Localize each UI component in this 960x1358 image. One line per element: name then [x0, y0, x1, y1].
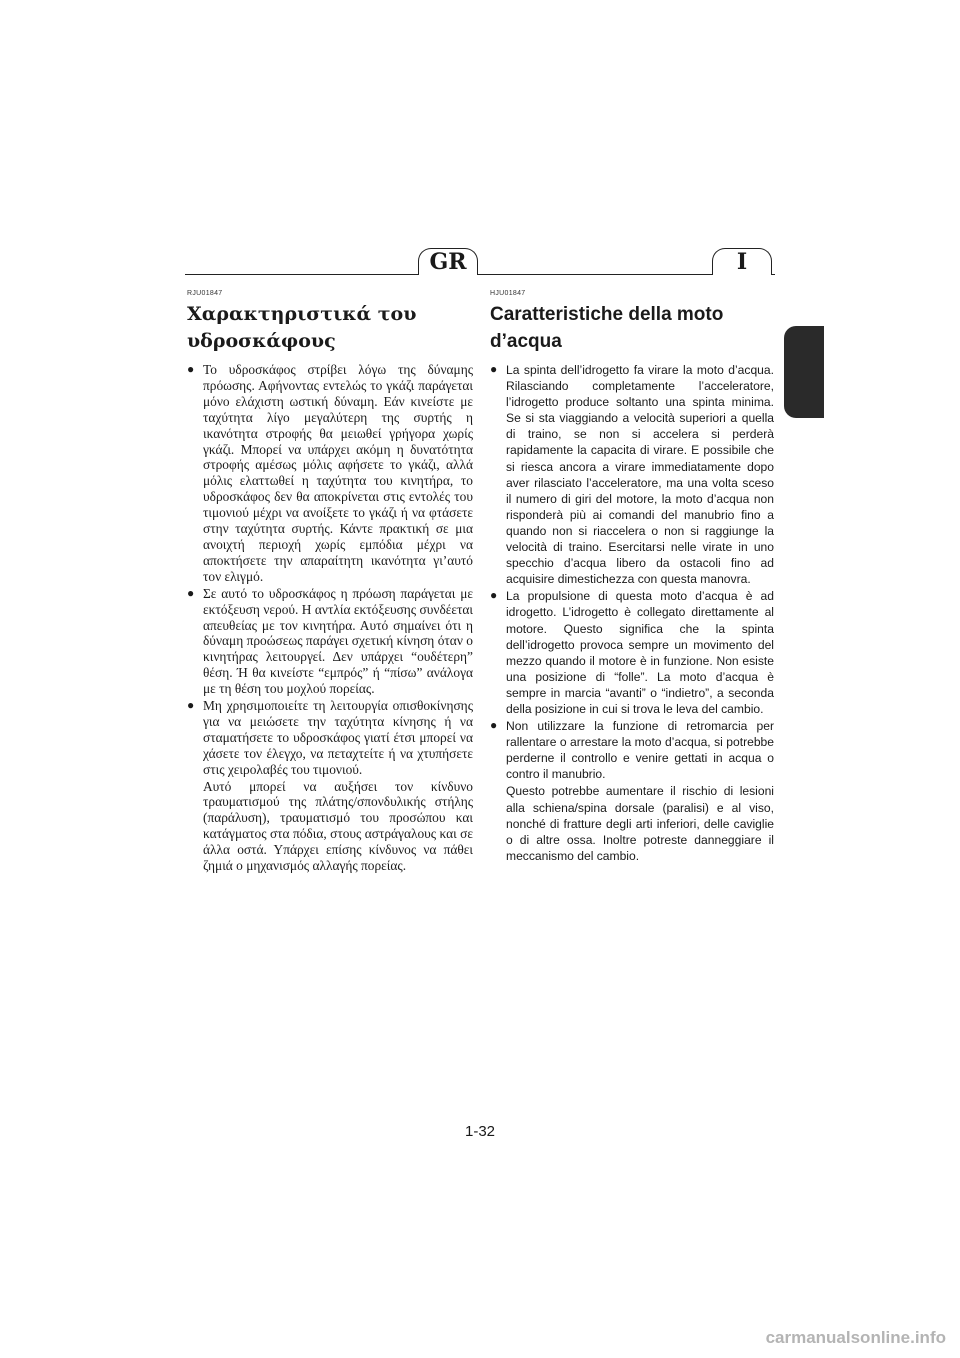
title-line-1: Caratteristiche della moto: [490, 304, 724, 325]
section-thumb-tab: [784, 326, 824, 418]
language-badge-greek: GR: [418, 248, 478, 275]
page-number: 1-32: [464, 1123, 496, 1140]
follow-paragraph: Questo potrebbe aumentare il rischio di lesioni alla schiena/spina dorsale (paralisi) e al viso, nonché di fratture degli arti inferiori, delle caviglie o di altre ossa. Inoltre potreste danneggiare il meccanismo del cambio.: [506, 784, 774, 863]
bullet-icon: ●: [490, 718, 498, 733]
bullet-text: Σε αυτό το υδροσκάφος η πρόωση παράγεται με εκτόξευση νερού. Η αντλία εκτόξευσης συνδέεται απευθείας με τον κινητήρα. Αυτό σημαίνει ότι η δύναμη προώσεως παράγει σχετική κίνηση όταν ο κινητήρας λειτουργεί. Δεν υπάρχει “ουδέτερη” θέση. Ή θα κινείστε “εμπρός” ή “πίσω” ανάλογα με τη θέση του μοχλού πορείας.: [203, 585, 473, 697]
bullet-item: [187, 362, 473, 585]
bullet-icon: ●: [490, 362, 498, 376]
bullet-item: [490, 588, 774, 717]
title-line-1: Χαρακτηριστικά του: [187, 303, 417, 325]
bullet-icon: ●: [187, 362, 195, 376]
bullet-text: La spinta dell’idrogetto fa virare la moto d’acqua. Rilasciando completamente l’acceleratore, l’idrogetto produce soltanto una spinta minima. Se si sta viaggiando a velocità superiori a quella di traino, se non si accelera si perderà rapidamente la capacita di virare. E possibile che si riesca ancora a virare immediatamente dopo aver rilasciato l’acceleratore, ma una volta sceso il numero di giri del motore, la moto d’acqua non risponderà più ai comandi del manubrio fino a quando non si riaccelera o non si raggiunge la velocità di traino. Esercitarsi nelle virate in uno specchio d’acqua libero da ostacoli fino ad acquisire dimestichezza con questa manovra.: [506, 363, 774, 587]
italian-column: [490, 290, 774, 864]
follow-paragraph: Αυτό μπορεί να αυξήσει τον κίνδυνο τραυματισμού της πλάτης/σπονδυλικής στήλης (παράλυση), τραυματισμό του προσώπου και κατάγματος στα πόδια, στους αστράγαλους και σε άλλα οστά. Υπάρχει επίσης κίνδυνος να πάθει ζημιά ο μηχανισμός αλλαγής πορείας.: [203, 778, 473, 874]
title-line-2: d’acqua: [490, 331, 562, 352]
bullet-icon: ●: [187, 585, 195, 600]
section-code: HJU01847: [490, 290, 526, 297]
bullet-item: [490, 718, 774, 782]
language-badge-italian: I: [712, 248, 772, 275]
bullet-item: [187, 586, 473, 697]
section-code: RJU01847: [187, 290, 223, 297]
title-line-2: υδροσκάφους: [187, 330, 336, 352]
bullet-item: [490, 362, 774, 587]
bullet-item: [187, 698, 473, 778]
greek-column: [187, 290, 473, 874]
bullet-text: La propulsione di questa moto d’acqua è ad idrogetto. L’idrogetto è collegato direttamente al motore. Questo significa che la spinta dell’idrogetto provoca sempre un movimento del mezzo quando il motore è in funzione. Non esiste una posizione di “folle”. La moto d’acqua è sempre in marcia “avanti” o “indietro”, a seconda della posizione in cui si trova le leva del cambio.: [506, 589, 774, 716]
bullet-icon: ●: [187, 698, 195, 713]
section-title: [187, 301, 473, 355]
bullet-text: Non utilizzare la funzione di retromarcia per rallentare o arrestare la moto d’acqua, si potrebbe perderne il controllo e venire gettati in acqua o contro il manubrio.: [506, 719, 774, 782]
watermark: carmanualsonline.info: [765, 1328, 946, 1347]
header-rule: [185, 274, 775, 275]
bullet-text: Μη χρησιμοποιείτε τη λειτουργία οπισθοκίνησης για να μειώσετε την ταχύτητα κίνησης ή να σταματήσετε το υδροσκάφος γιατί έτσι μπορεί να χάσετε τον έλεγχο, να πεταχτείτε ή να χτυπήσετε στις χειρολαβές του τιμονιού.: [203, 698, 473, 777]
section-title: [490, 301, 774, 355]
bullet-icon: ●: [490, 588, 498, 603]
bullet-text: Το υδροσκάφος στρίβει λόγω της δύναμης πρόωσης. Αφήνοντας εντελώς το γκάζι παράγεται μόνο ελάχιστη ωστική δύναμη. Εάν κινείστε με ταχύτητα λίγο μεγαλύτερη της συρτής η ικανότητα στροφής θα μειωθεί γρήγορα χωρίς γκάζι. Μπορεί να υπάρχει ακόμη η δυνατότητα στροφής αμέσως μόλις αφήσετε το γκάζι, αλλά μόλις ελαττωθεί η ταχύτητα του κινητήρα, το υδροσκάφος δεν θα αποκρίνεται στις εντολές του τιμονιού μέχρι να ανοίξετε το γκάζι ή να φτάσετε στην ταχύτητα συρτής. Κάντε πρακτική σε μια ανοιχτή περιοχή χωρίς εμπόδια μέχρι να αποκτήσετε την απαραίτητη ικανότητα γι’αυτό τον ελιγμό.: [203, 362, 473, 584]
